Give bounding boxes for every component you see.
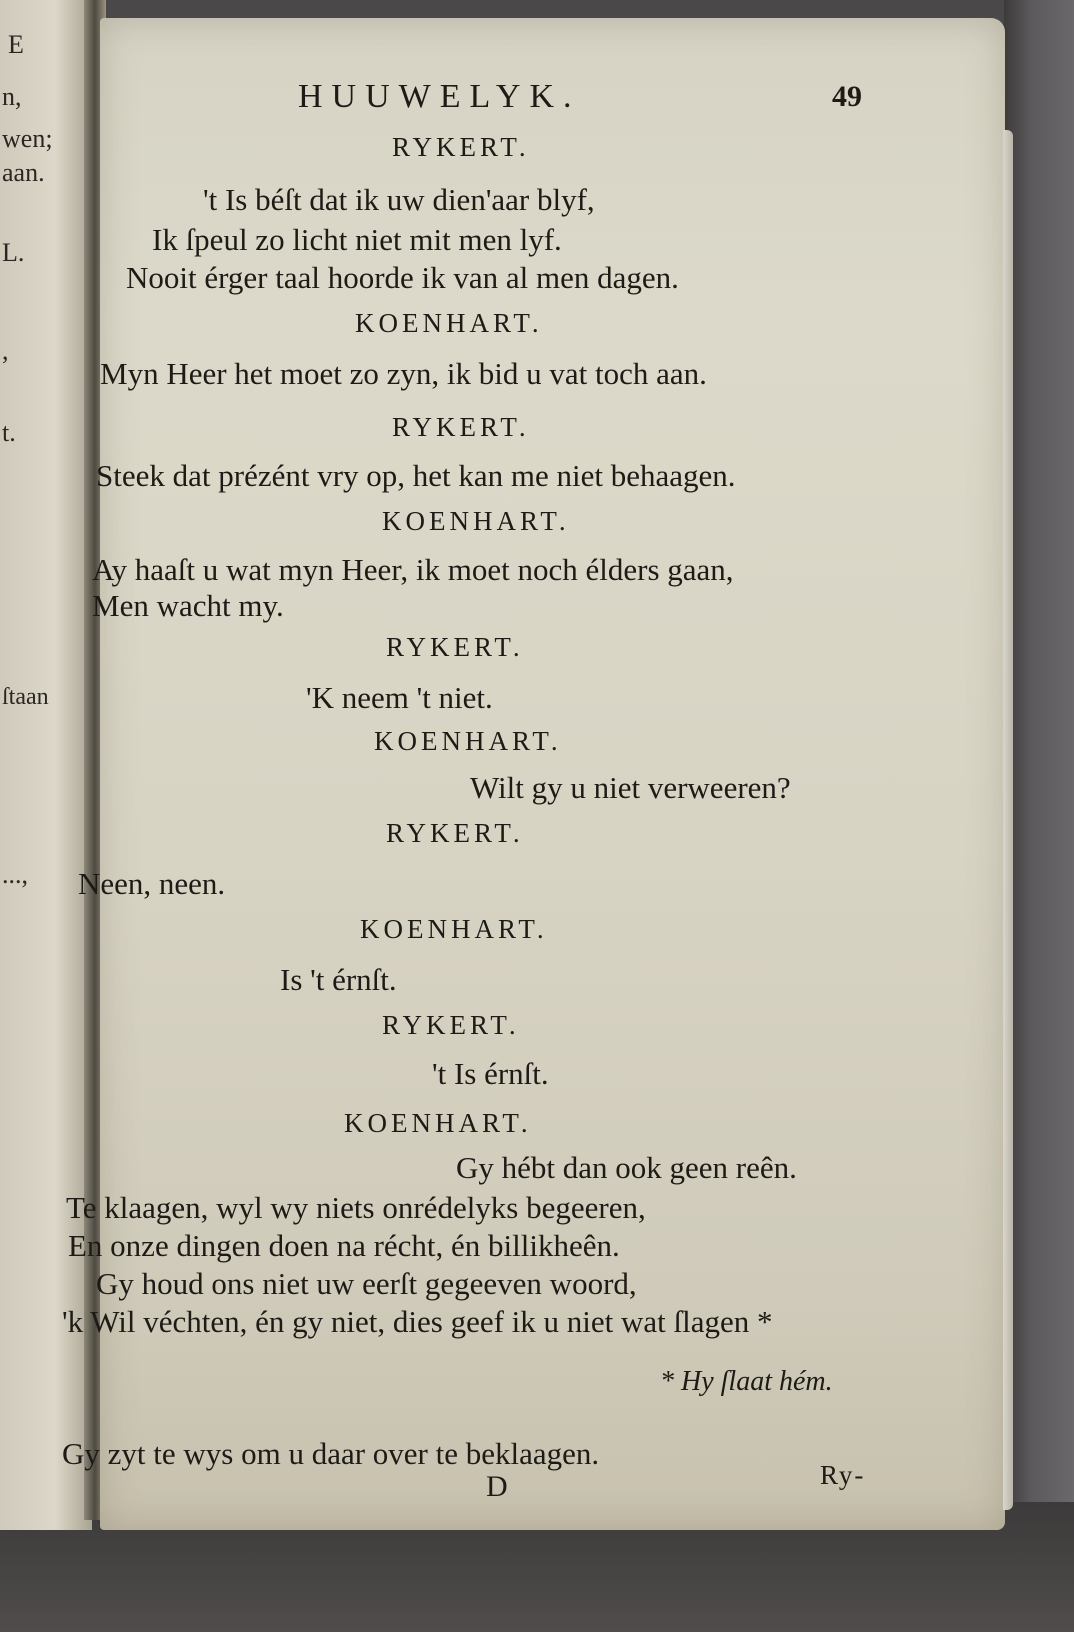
- speaker-label: KOENHART.: [360, 914, 548, 944]
- left-page-fragment: t.: [2, 418, 16, 447]
- verse-line: Nooit érger taal hoorde ik van al men dagen.: [126, 260, 679, 295]
- left-page-fragment: L.: [2, 238, 25, 267]
- signature-mark: D: [486, 1470, 508, 1503]
- verse-line: 't Is érnſt.: [432, 1056, 549, 1091]
- speaker-label: RYKERT.: [392, 412, 530, 442]
- verse-line: Ay haaſt u wat myn Heer, ik moet noch élders gaan,: [92, 552, 734, 587]
- verse-line: Gy hébt dan ook geen reên.: [456, 1150, 797, 1185]
- speaker-label: KOENHART.: [344, 1108, 532, 1138]
- left-page-fragment: n,: [2, 82, 22, 111]
- left-page-fragment: E: [8, 30, 24, 59]
- page-edge: [1003, 130, 1013, 1510]
- speaker-label: RYKERT.: [392, 132, 530, 162]
- verse-line: Myn Heer het moet zo zyn, ik bid u vat toch aan.: [100, 356, 707, 391]
- verse-line: 'k Wil véchten, én gy niet, dies geef ik u niet wat ſlagen *: [62, 1304, 773, 1339]
- speaker-label: RYKERT.: [386, 818, 524, 848]
- stage-direction: * Hy ſlaat hém.: [660, 1366, 833, 1397]
- catchword: Ry-: [820, 1460, 866, 1490]
- running-head: HUUWELYK.: [298, 78, 581, 115]
- verse-line: Ik ſpeul zo licht niet mit men lyf.: [152, 222, 562, 257]
- verse-line: Men wacht my.: [92, 588, 284, 623]
- verse-line: Gy zyt te wys om u daar over te beklaagen.: [62, 1436, 600, 1471]
- verse-line: Neen, neen.: [78, 866, 226, 901]
- verse-line: 't Is béſt dat ik uw dien'aar blyf,: [203, 182, 595, 217]
- left-page-fragment: ...,: [2, 860, 28, 889]
- speaker-label: KOENHART.: [355, 308, 543, 338]
- verse-line: 'K neem 't niet.: [306, 680, 493, 715]
- verse-line: Is 't érnſt.: [280, 962, 397, 997]
- verse-line: Gy houd ons niet uw eerſt gegeeven woord,: [96, 1266, 637, 1301]
- speaker-label: RYKERT.: [382, 1010, 520, 1040]
- verse-line: Steek dat prézént vry op, het kan me niet behaagen.: [96, 458, 736, 493]
- background-right: [1004, 0, 1074, 1632]
- left-page-fragment: ,: [2, 336, 9, 365]
- verse-line: Te klaagen, wyl wy niets onrédelyks begeeren,: [66, 1190, 646, 1225]
- verse-line: En onze dingen doen na récht, én billikheên.: [68, 1228, 620, 1263]
- verse-line: Wilt gy u niet verweeren?: [470, 770, 791, 805]
- left-page-fragment: aan.: [2, 158, 45, 187]
- speaker-label: KOENHART.: [374, 726, 562, 756]
- speaker-label: RYKERT.: [386, 632, 524, 662]
- page-number: 49: [832, 80, 862, 113]
- left-page-fragment: ſtaan: [2, 684, 49, 710]
- left-page-fragment: wen;: [2, 124, 53, 153]
- speaker-label: KOENHART.: [382, 506, 570, 536]
- left-page-edge: [0, 0, 92, 1530]
